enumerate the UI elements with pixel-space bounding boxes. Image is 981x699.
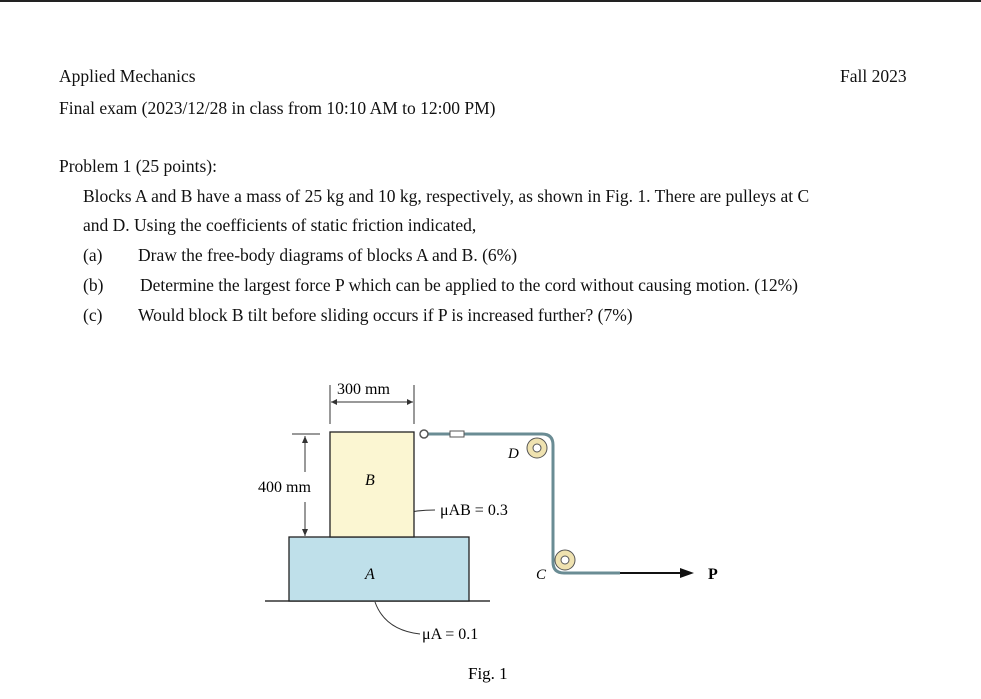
part-c-label: (c) [83, 305, 103, 325]
part-a-label: (a) [83, 245, 103, 265]
block-a [289, 537, 469, 601]
course-title: Applied Mechanics [59, 66, 196, 86]
mu-a-leader [375, 602, 420, 634]
mu-a-label: μA = 0.1 [422, 626, 479, 643]
label-d: D [508, 446, 519, 462]
figure-1 [0, 2, 981, 699]
problem-intro-1: Blocks A and B have a mass of 25 kg and 10 kg, respectively, as shown in Fig. 1. There are pulleys at C [83, 186, 810, 206]
label-b: B [365, 472, 375, 489]
label-c: C [536, 567, 547, 583]
cord-link [450, 431, 464, 437]
exam-info: Final exam (2023/12/28 in class from 10:10 AM to 12:00 PM) [59, 98, 496, 118]
figure-caption: Fig. 1 [468, 664, 508, 683]
part-a-text: Draw the free-body diagrams of blocks A and B. (6%) [138, 245, 518, 265]
cord-ring [420, 430, 428, 438]
part-b-text: Determine the largest force P which can be applied to the cord without causing motion. (12%) [140, 275, 799, 295]
width-label: 300 mm [337, 381, 390, 398]
height-label: 400 mm [258, 479, 311, 496]
label-a: A [365, 566, 375, 583]
part-c-text: Would block B tilt before sliding occurs if P is increased further? (7%) [138, 305, 633, 325]
term: Fall 2023 [840, 66, 907, 86]
arrow-head-icon [680, 568, 694, 578]
part-b-label: (b) [83, 275, 104, 295]
problem-intro-2: and D. Using the coefficients of static friction indicated, [83, 215, 477, 235]
force-p-label: P [708, 566, 718, 583]
problem-title: Problem 1 (25 points): [59, 156, 217, 176]
mu-ab-label: μAB = 0.3 [440, 502, 508, 519]
